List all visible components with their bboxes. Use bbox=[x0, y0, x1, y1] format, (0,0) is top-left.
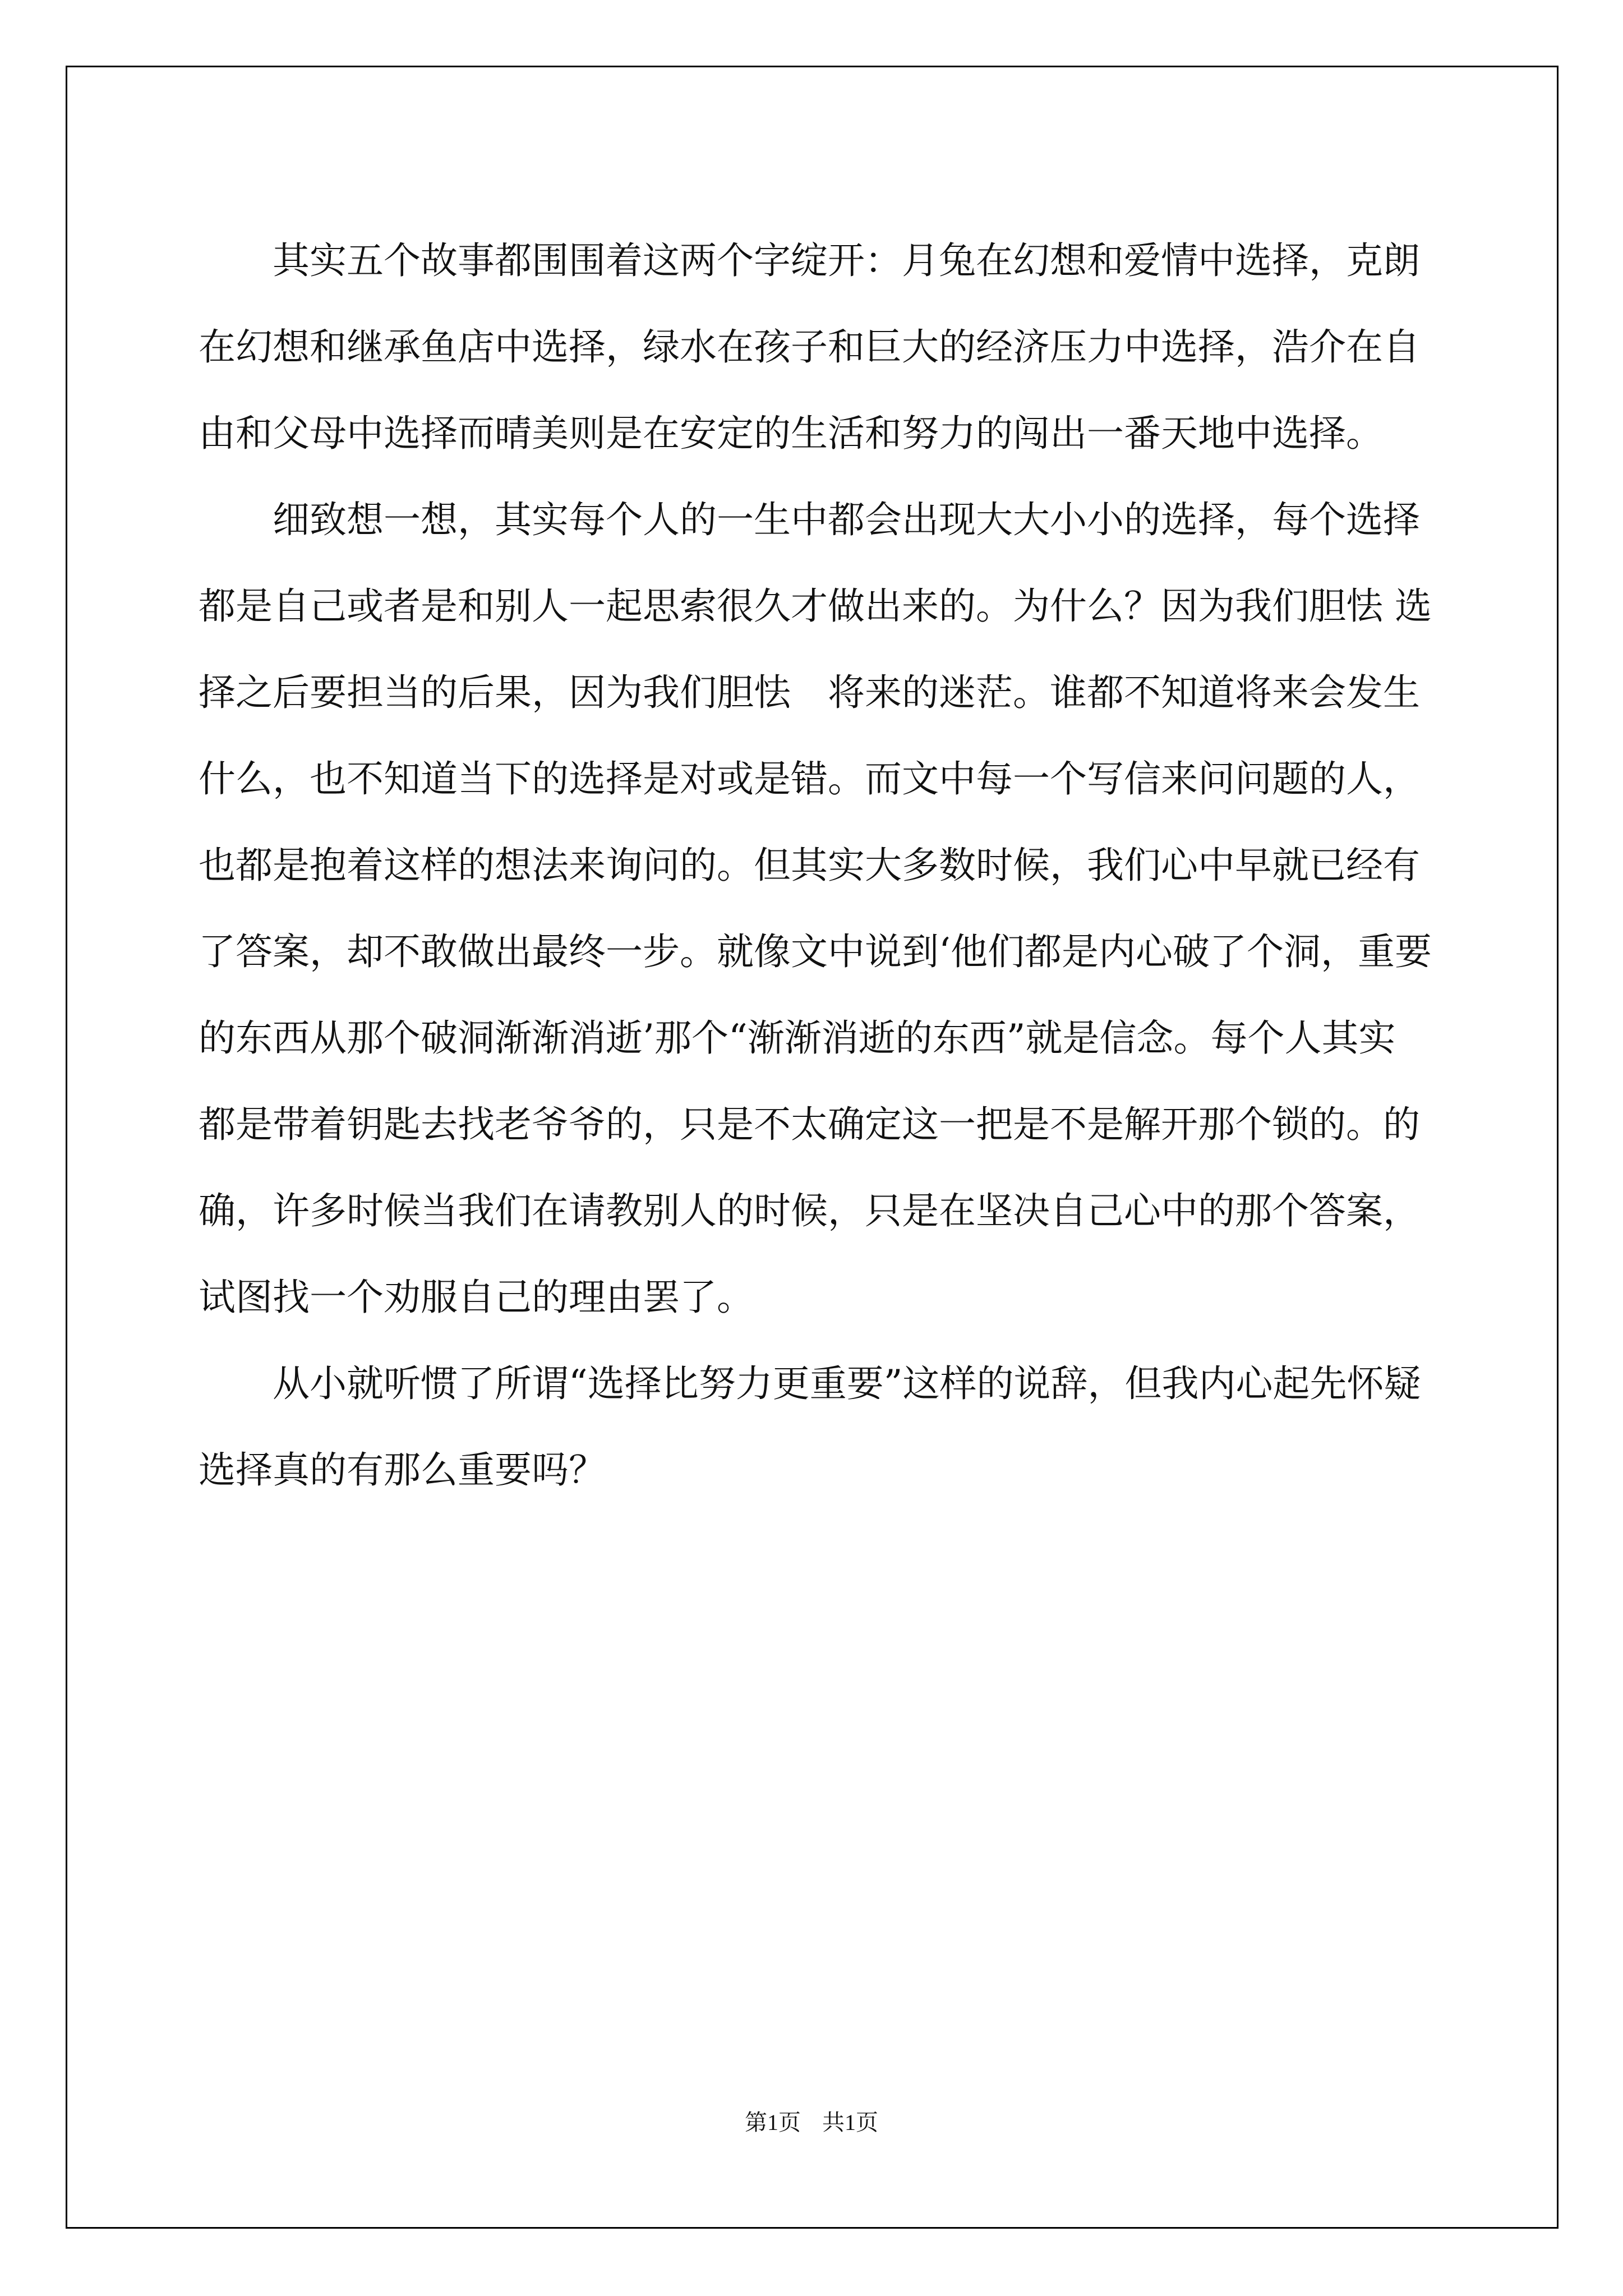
paragraph-2: 细致想一想，其实每个人的一生中都会出现大大小小的选择，每个选择都是自己或者是和别人一起思索很久才做出来的。为什么？因为我们胆怯 选择之后要担当的后果，因为我们胆怯 将来的迷茫。谁都不知道将来会发生什么，也不知道当下的选择是对或是错。而文中每一个写信来问问题的人，也都是抱着这样的想法来询问的。但其实大多数时候，我们心中早就已经有了答案，却不敢做出最终一步。就像文中说到‘他们都是内心破了个洞，重要的东西从那个破洞渐渐消逝’那个“渐渐消逝的东西”就是信念。每个人其实都是带着钥匙去找老爷爷的，只是不太确定这一把是不是解开那个锁的。的确，许多时候当我们在请教别人的时候，只是在坚决自己心中的那个答案，试图找一个劝服自己的理由罢了。 bbox=[199, 498, 1432, 1319]
paragraph-1: 其实五个故事都围围着这两个字绽开：月兔在幻想和爱情中选择，克朗在幻想和继承鱼店中选择，绿水在孩子和巨大的经济压力中选择，浩介在自由和父母中选择而晴美则是在安定的生活和努力的闯出一番天地中选择。 bbox=[199, 239, 1420, 455]
document-body bbox=[199, 218, 1432, 1513]
page-total: 共1页 bbox=[822, 2110, 878, 2135]
paragraph-3: 从小就听惯了所谓“选择比努力更重要”这样的说辞，但我内心起先怀疑选择真的有那么重要吗？ bbox=[199, 1362, 1421, 1492]
page-footer bbox=[0, 2105, 1623, 2137]
page-number: 第1页 bbox=[745, 2110, 801, 2135]
